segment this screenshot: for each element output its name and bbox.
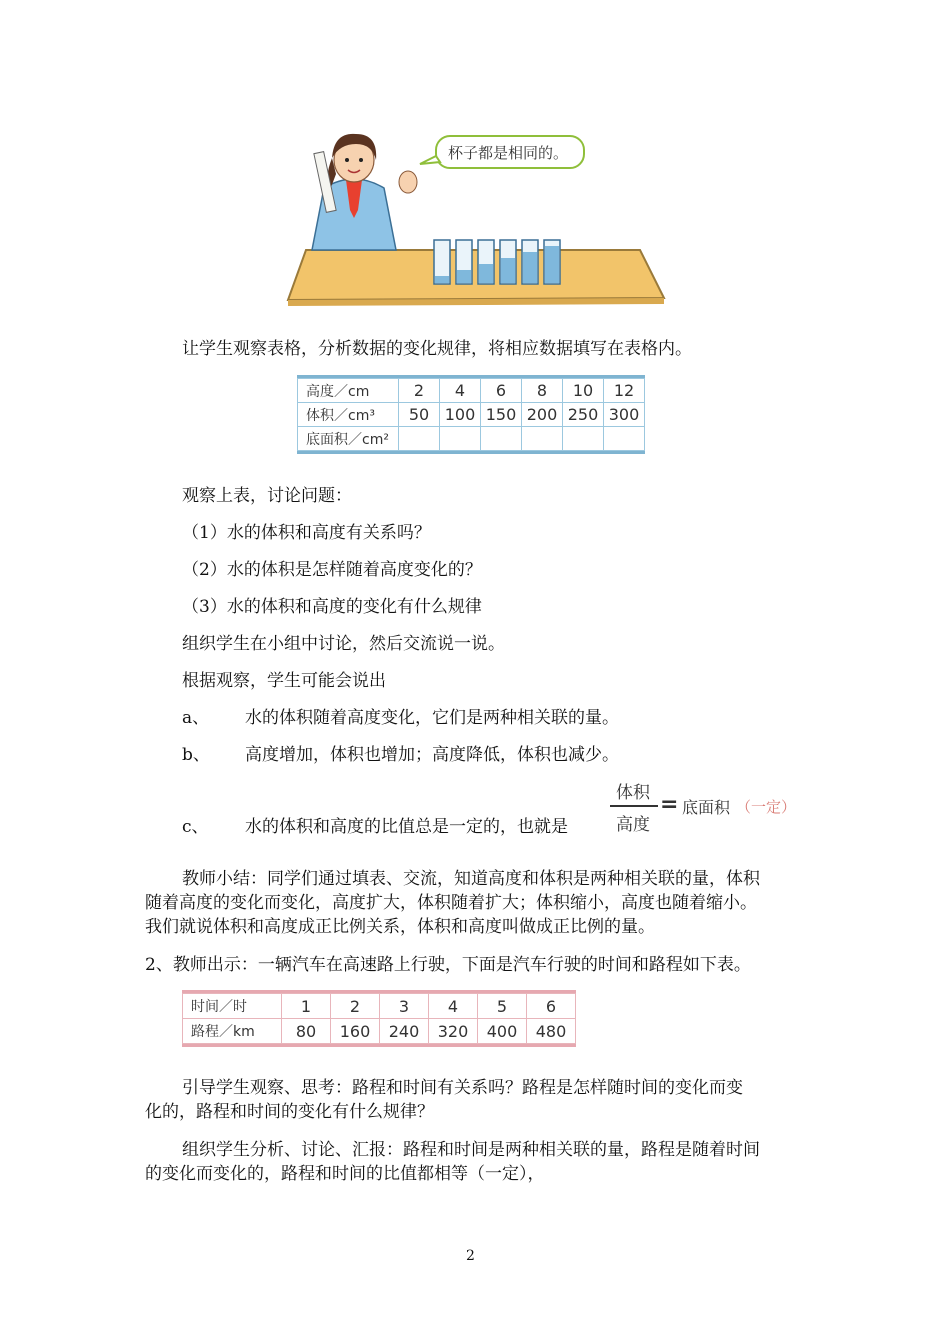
table-cell: 2 [331,994,380,1019]
table-cell: 400 [478,1019,527,1044]
formula-denominator: 高度 [616,815,650,835]
formula-result: 底面积 [682,798,731,817]
table-cell: 5 [478,994,527,1019]
row-header: 体积／cm³ [298,403,399,427]
table-cell-blank[interactable] [522,427,563,451]
row-header: 时间／时 [183,994,282,1019]
row-header: 高度／cm [298,379,399,403]
table-cell: 6 [527,994,576,1019]
table-cell: 1 [282,994,331,1019]
guide-line-1: 引导学生观察、思考：路程和时间有关系吗？路程是怎样随时间的变化而变 [182,1078,743,1098]
fraction-bar [610,805,658,807]
girl-hand [399,171,417,193]
table-cell-blank[interactable] [481,427,522,451]
girl-eye-right [359,158,363,162]
table-cell: 4 [440,379,481,403]
formula-numerator: 体积 [616,783,650,803]
teacher-summary-line-2: 随着高度的变化而变化，高度扩大，体积随着扩大；体积缩小，高度也随着缩小。 [145,893,757,913]
girl-eye-left [345,158,349,162]
table-cell: 200 [522,403,563,427]
row-header: 底面积／cm² [298,427,399,451]
table-cell: 12 [604,379,645,403]
discussion-intro: 观察上表，讨论问题： [182,486,352,506]
answer-c-marker: c、 [182,817,209,837]
table-cell: 2 [399,379,440,403]
cup-5-water [523,252,537,283]
teacher-summary-line-3: 我们就说体积和高度成正比例关系，体积和高度叫做成正比例的量。 [145,917,655,937]
table-cell: 240 [380,1019,429,1044]
guide-line-2: 化的，路程和时间的变化有什么规律？ [145,1102,434,1122]
table-cell: 8 [522,379,563,403]
cup-6-water [545,246,559,283]
answer-a-marker: a、 [182,708,210,728]
table-cell-blank[interactable] [440,427,481,451]
cup-1-water [435,276,449,283]
report-line-1: 组织学生分析、讨论、汇报：路程和时间是两种相关联的量，路程是随着时间 [182,1140,760,1160]
teacher-summary-line-1: 教师小结：同学们通过填表、交流，知道高度和体积是两种相关联的量，体积 [182,869,760,889]
illustration-svg [284,118,668,310]
page-number: 2 [466,1248,475,1264]
cup-4-water [501,258,515,283]
illustration-girl-with-cups [284,118,668,310]
speech-bubble-tail [420,156,440,164]
table-cell: 250 [563,403,604,427]
question-3: （3）水的体积和高度的变化有什么规律 [182,597,482,617]
table-row [183,994,576,1019]
table-cell: 6 [481,379,522,403]
row-header: 路程／km [183,1019,282,1044]
table-cell-blank[interactable] [399,427,440,451]
observation-intro: 根据观察，学生可能会说出 [182,671,386,691]
cup-2-water [457,270,471,283]
answer-b-text: 高度增加，体积也增加；高度降低，体积也减少。 [245,745,619,765]
formula-note: （一定） [736,798,797,816]
table-cell-blank[interactable] [563,427,604,451]
table-row [298,379,645,403]
question-2: （2）水的体积是怎样随着高度变化的？ [182,560,482,580]
section-2-heading: 2、教师出示：一辆汽车在高速路上行驶，下面是汽车行驶的时间和路程如下表。 [145,955,751,975]
table-cell: 160 [331,1019,380,1044]
report-line-2: 的变化而变化的，路程和时间的比值都相等（一定）， [145,1164,545,1184]
table-cell: 320 [429,1019,478,1044]
table-cell: 480 [527,1019,576,1044]
table-row [298,427,645,451]
table-cell: 50 [399,403,440,427]
formula-equals: = [660,792,679,817]
intro-paragraph: 让学生观察表格，分析数据的变化规律，将相应数据填写在表格内。 [182,339,692,359]
table-top [288,250,664,300]
table-cell: 3 [380,994,429,1019]
answer-a-text: 水的体积随着高度变化，它们是两种相关联的量。 [245,708,619,728]
table-cell-blank[interactable] [604,427,645,451]
ratio-formula [610,778,802,838]
table-cell: 4 [429,994,478,1019]
table-cell: 150 [481,403,522,427]
table-cell: 100 [440,403,481,427]
table-row [298,403,645,427]
time-distance-table [182,990,576,1047]
group-discussion: 组织学生在小组中讨论，然后交流说一说。 [182,634,505,654]
cup-3-water [479,264,493,283]
volume-height-table [297,375,645,454]
answer-b-marker: b、 [182,745,210,765]
speech-bubble-text: 杯子都是相同的。 [448,144,569,162]
answer-c-text: 水的体积和高度的比值总是一定的，也就是 [245,817,568,837]
table-cell: 10 [563,379,604,403]
table-cell: 300 [604,403,645,427]
question-1: （1）水的体积和高度有关系吗？ [182,523,431,543]
table-row [183,1019,576,1044]
table-cell: 80 [282,1019,331,1044]
